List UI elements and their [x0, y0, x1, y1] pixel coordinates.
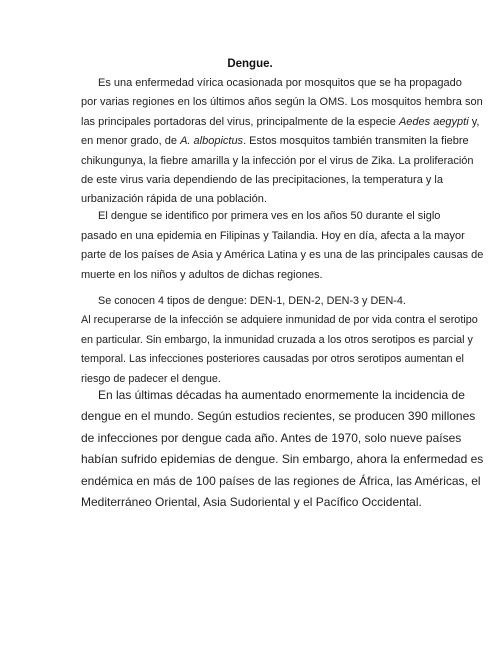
text-run: en menor grado, de	[81, 135, 181, 148]
paragraph-3	[81, 292, 478, 389]
paragraph-2	[81, 207, 484, 285]
paragraph-line	[81, 132, 469, 151]
paragraph-line: muerte en los niños y adultos de dichas regiones.	[81, 268, 323, 281]
paragraph-line: temporal. Las infecciones posteriores causadas por otros serotipos aumentan el	[81, 353, 464, 366]
paragraph-1	[81, 74, 483, 210]
paragraph-line: Es una enfermedad vírica ocasionada por mosquitos que se ha propagado	[98, 77, 462, 89]
paragraph-line: habían sufrido epidemias de dengue. Sin embargo, ahora la enfermedad es	[81, 452, 484, 467]
paragraph-line: urbanización rápida de una población.	[81, 193, 267, 206]
paragraph-line: pasado en una epidemia en Filipinas y Tailandia. Hoy en día, afecta a la mayor	[81, 229, 465, 242]
paragraph-line: chikungunya, la fiebre amarilla y la infección por el virus de Zika. La proliferación	[81, 154, 474, 167]
paragraph-line: Se conocen 4 tipos de dengue: DEN-1, DEN-2, DEN-3 y DEN-4.	[98, 295, 406, 307]
paragraph-line: endémica en más de 100 países de las regiones de África, las Américas, el	[81, 473, 481, 488]
paragraph-line: de infecciones por dengue cada año. Antes de 1970, solo nueve países	[81, 430, 462, 445]
text-run: . Estos mosquitos también transmiten la fiebre	[243, 135, 469, 148]
text-run: las principales portadoras del virus, principalmente de la especie	[81, 115, 399, 128]
paragraph-line: En las últimas décadas ha aumentado enormemente la incidencia de	[98, 388, 465, 402]
species-name: A. albopictus	[180, 135, 244, 148]
paragraph-line: de este virus varia dependiendo de las precipitaciones, la temperatura y la	[81, 174, 443, 187]
text-run: y,	[468, 115, 480, 128]
paragraph-line: riesgo de padecer el dengue.	[81, 372, 221, 385]
paragraph-4	[81, 385, 484, 513]
paragraph-line: dengue en el mundo. Según estudios recientes, se producen 390 millones	[81, 409, 476, 424]
paragraph-line	[81, 113, 480, 132]
paragraph-line: por varias regiones en los últimos años según la OMS. Los mosquitos hembra son	[81, 96, 483, 109]
paragraph-line: El dengue se identifico por primera ves en los años 50 durante el siglo	[98, 210, 441, 222]
species-name: Aedes aegypti	[398, 115, 469, 128]
document-title: Dengue.	[227, 58, 273, 70]
paragraph-line: parte de los países de Asia y América Latina y es una de las principales causas de	[81, 249, 484, 261]
paragraph-line: en particular. Sin embargo, la inmunidad cruzada a los otros serotipos es parcial y	[81, 333, 473, 346]
paragraph-line: Mediterráneo Oriental, Asia Sudoriental y el Pacífico Occidental.	[81, 495, 422, 510]
paragraph-line: Al recuperarse de la infección se adquiere inmunidad de por vida contra el serotipo	[81, 314, 478, 327]
